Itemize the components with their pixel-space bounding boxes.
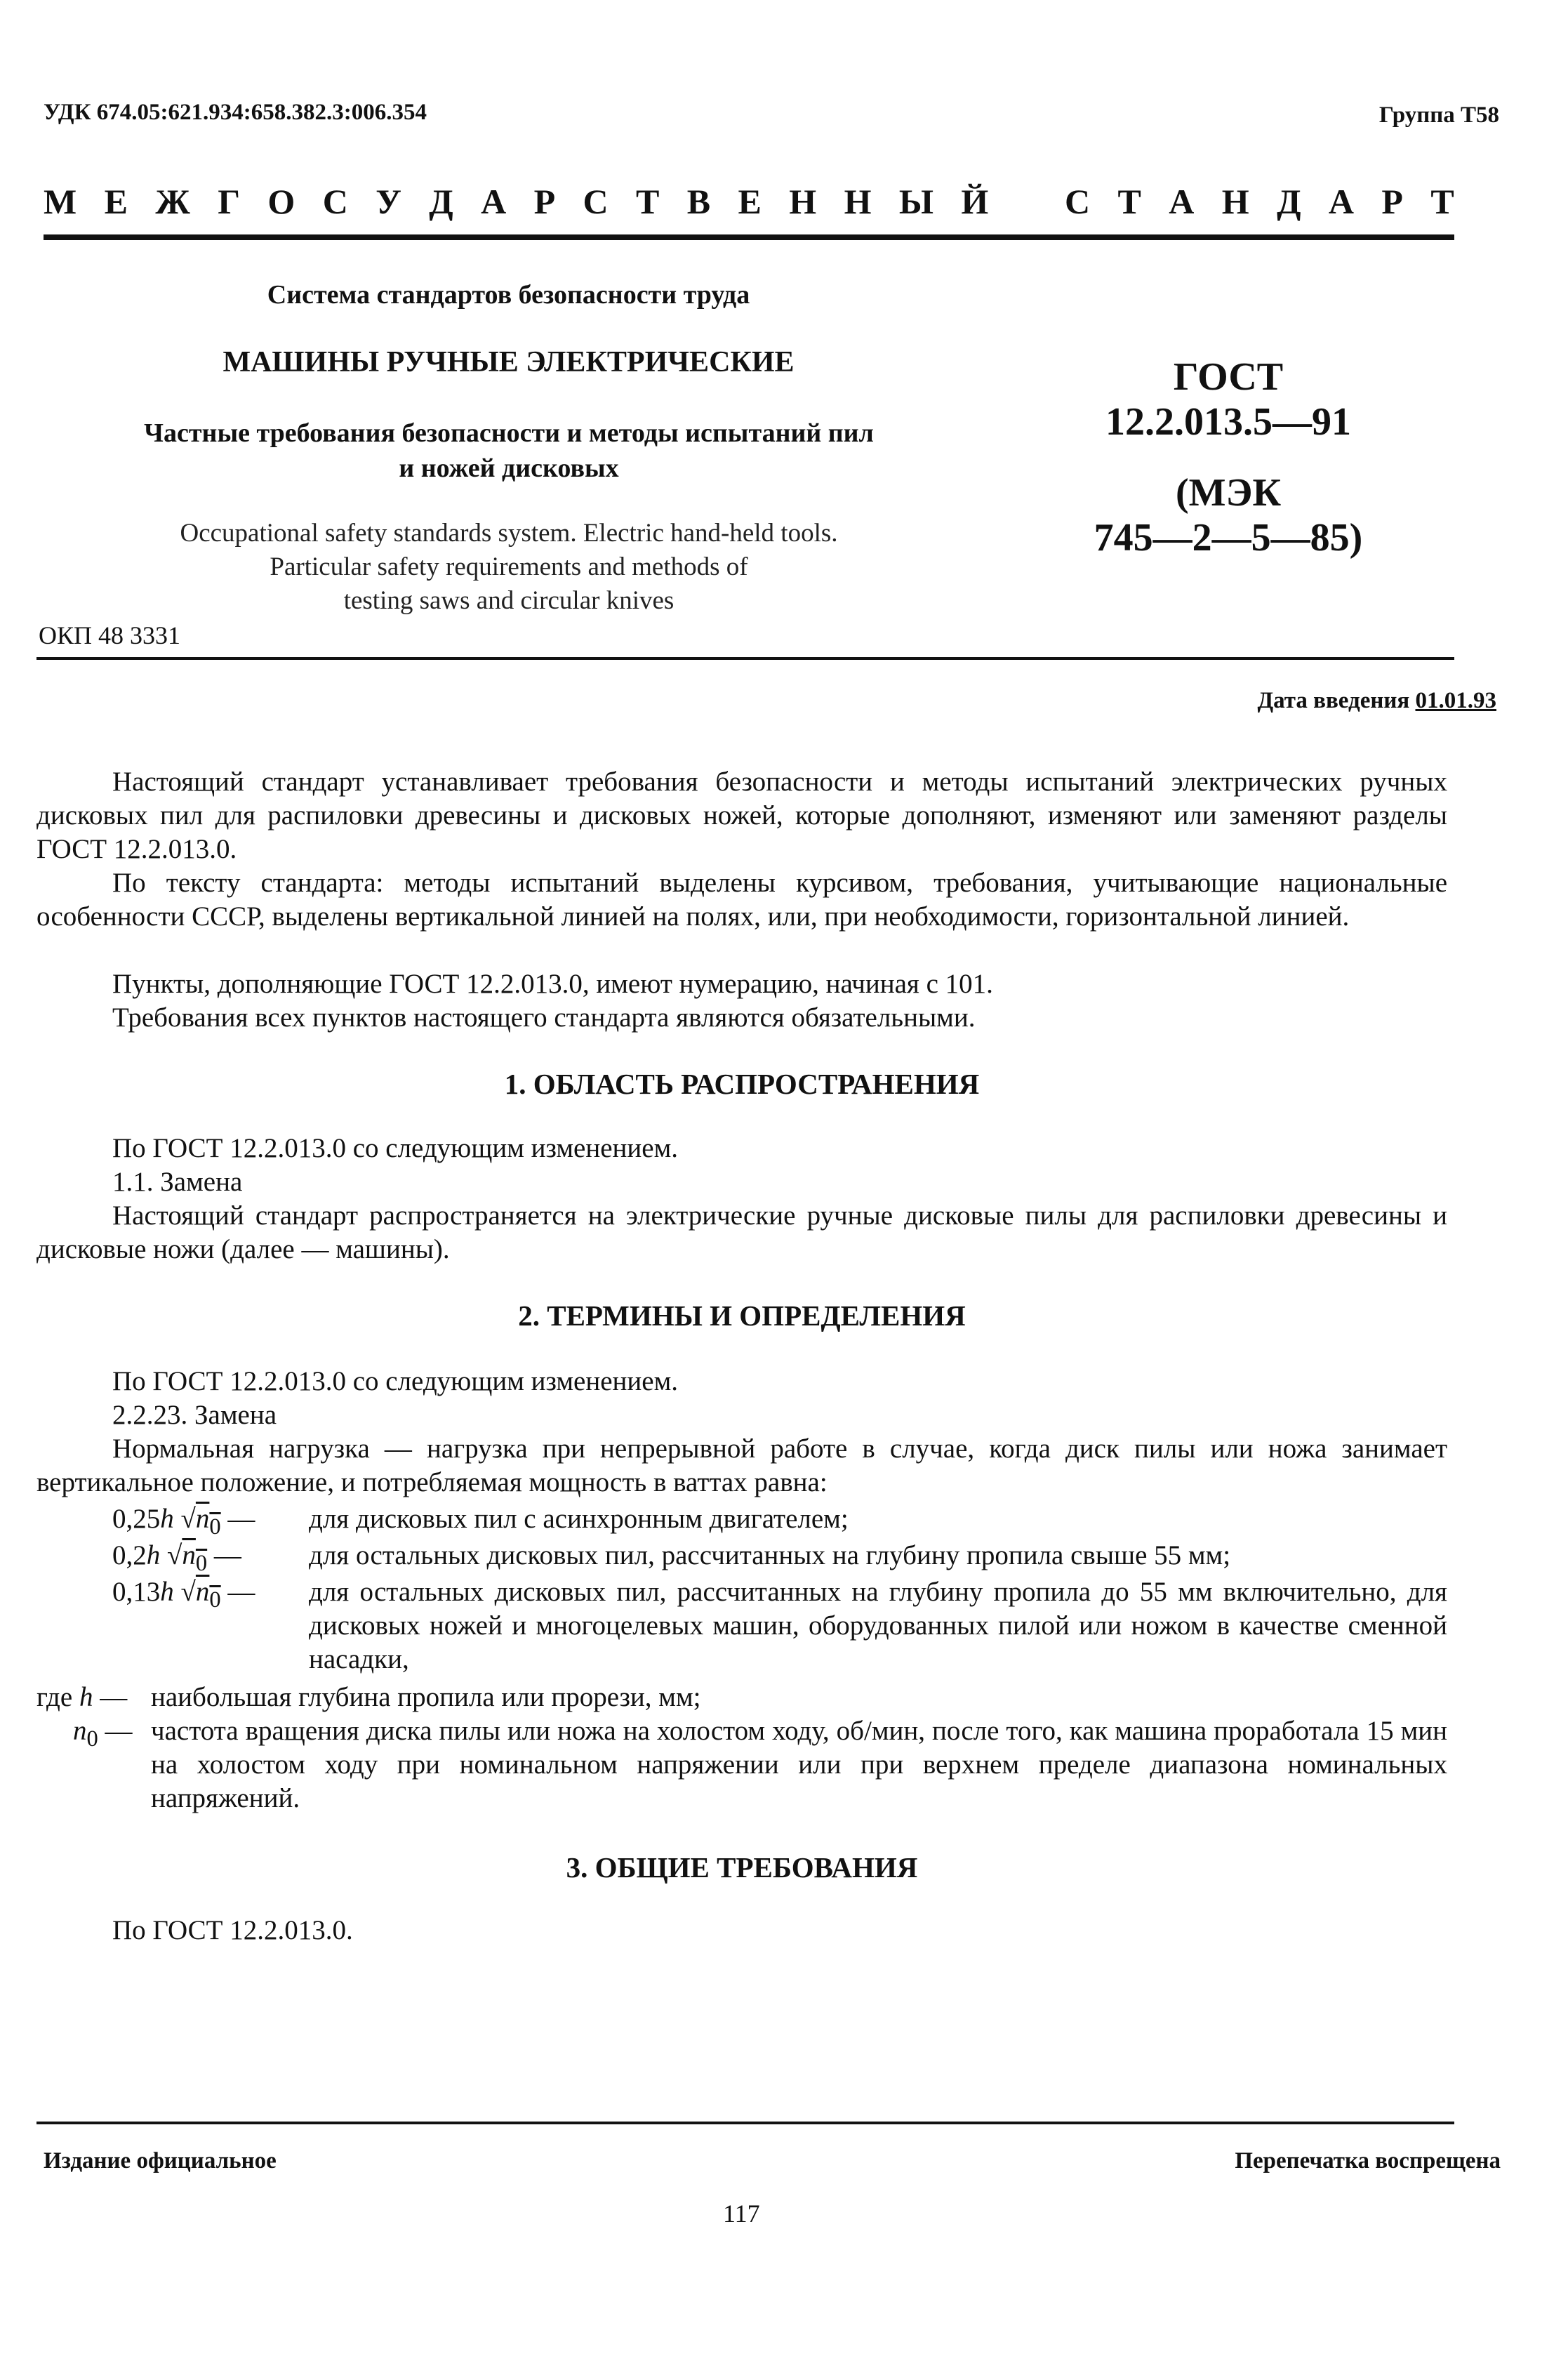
- iec-number: 745—2—5—85): [1094, 516, 1363, 560]
- formula-variable: h: [79, 1682, 93, 1712]
- formula-description: для остальных дисковых пил, рассчитанных на глубину пропила свыше 55 мм;: [309, 1540, 1231, 1570]
- iec-designation: [1060, 470, 1397, 560]
- section-paragraph: Настоящий стандарт распространяется на электрические ручные дисковые пилы для распиловки древесины и дисковые ножи (далее — машины).: [36, 1200, 1447, 1264]
- banner-letter: Г: [218, 182, 240, 221]
- interstate-standard-banner: [44, 181, 1454, 222]
- intro-paragraph: Настоящий стандарт устанавливает требования безопасности и методы испытаний электрических ручных дисковых пил для распиловки древесины и дисковых ножей, которые дополняют, изменяют или заменяют разделы ГОСТ 12.2.013.0.: [36, 767, 1447, 864]
- formula-variable: h: [160, 1577, 174, 1607]
- banner-letter: Ы: [898, 182, 934, 221]
- formula-dash: —: [227, 1577, 255, 1607]
- intro-paragraph: Пункты, дополняющие ГОСТ 12.2.013.0, имеют нумерацию, начиная с 101.: [112, 969, 993, 999]
- banner-letter: О: [267, 182, 295, 221]
- section-text: 1.1. Замена: [112, 1167, 243, 1197]
- formula-description: для дисковых пил с асинхронным двигателем;: [309, 1504, 849, 1534]
- where-n-definition: частота вращения диска пилы или ножа на холостом ходу, об/мин, после того, как машина проработала 15 мин на холостом ходу при номинальном напряжении или при верхнем пределе диапазона номинальных напряжений.: [151, 1716, 1447, 1813]
- section-text: По ГОСТ 12.2.013.0 со следующим изменением.: [112, 1366, 679, 1396]
- intro-paragraph: Требования всех пунктов настоящего стандарта являются обязательными.: [112, 1002, 976, 1033]
- sqrt-icon: √: [180, 1577, 196, 1607]
- where-h-definition: наибольшая глубина пропила или прорези, мм;: [151, 1682, 701, 1712]
- formula-variable: n: [195, 1577, 210, 1607]
- banner-letter: С: [583, 182, 609, 221]
- formula-subscript: 0: [195, 1550, 208, 1576]
- section-text: По ГОСТ 12.2.013.0 со следующим изменением.: [112, 1133, 679, 1163]
- document-main-title: МАШИНЫ РУЧНЫЕ ЭЛЕКТРИЧЕСКИЕ: [222, 346, 795, 378]
- formula: [112, 1575, 255, 1617]
- document-subtitle: [119, 416, 898, 486]
- formula-dash: —: [100, 1682, 128, 1712]
- banner-letter: М: [44, 182, 77, 221]
- subtitle-line: Частные требования безопасности и методы испытаний пил: [144, 418, 874, 448]
- banner-letter: Ж: [155, 182, 190, 221]
- banner-letter: Т: [1430, 182, 1454, 221]
- banner-letter: А: [1328, 182, 1354, 221]
- formula-coefficient: 0,25: [112, 1504, 161, 1534]
- formula-dash: —: [105, 1716, 133, 1746]
- footer-rule: [36, 2122, 1454, 2124]
- formula-variable: n: [195, 1504, 210, 1534]
- formula-dash: —: [227, 1504, 255, 1534]
- banner-letter: Е: [738, 182, 762, 221]
- banner-letter: Н: [789, 182, 817, 221]
- intro-paragraph: По тексту стандарта: методы испытаний выделены курсивом, требования, учитывающие национальные особенности СССР, выделены вертикальной линией на полях, или, при необходимости, горизонтальной линией.: [36, 868, 1447, 932]
- formula-subscript: 0: [209, 1587, 221, 1613]
- where-n-term: [73, 1714, 133, 1756]
- banner-letter: В: [686, 182, 711, 221]
- date-value: 01.01.93: [1415, 688, 1496, 713]
- formula-dash: —: [213, 1540, 241, 1570]
- banner-letter: Д: [429, 182, 453, 221]
- banner-letter: У: [376, 182, 401, 221]
- section-text: 2.2.23. Замена: [112, 1400, 277, 1430]
- formula-variable: n: [73, 1716, 87, 1746]
- official-edition-note: Издание официальное: [44, 2148, 277, 2173]
- formula-coefficient: 0,2: [112, 1540, 147, 1570]
- section-paragraph: Нормальная нагрузка — нагрузка при непрерывной работе в случае, когда диск пилы или ножа занимает вертикальное положение, и потребляемая мощность в ваттах равна:: [36, 1434, 1447, 1497]
- subtitle-line: и ножей дисковых: [399, 454, 619, 483]
- gost-number: 12.2.013.5—91: [1105, 400, 1351, 444]
- formula-subscript: 0: [209, 1514, 221, 1540]
- section-text: По ГОСТ 12.2.013.0.: [112, 1915, 353, 1945]
- banner-letter: С: [1065, 182, 1091, 221]
- sqrt-icon: √: [180, 1504, 196, 1534]
- where-label: где: [36, 1682, 73, 1712]
- okp-code: ОКП 48 3331: [39, 621, 181, 649]
- banner-letter: Р: [1381, 182, 1403, 221]
- banner-letter: А: [1169, 182, 1195, 221]
- formula: [112, 1539, 241, 1580]
- banner-letter: Р: [533, 182, 556, 221]
- introduction-date: [1257, 688, 1496, 714]
- english-title-line: Particular safety requirements and methods of: [270, 552, 748, 581]
- standards-system-title: Система стандартов безопасности труда: [267, 280, 750, 310]
- formula-variable: h: [160, 1504, 174, 1534]
- page-number: 117: [723, 2199, 760, 2228]
- banner-letter: А: [481, 182, 507, 221]
- section-heading: 1. ОБЛАСТЬ РАСПРОСТРАНЕНИЯ: [504, 1068, 980, 1100]
- banner-letter: Й: [961, 182, 989, 221]
- gost-designation: [1060, 355, 1397, 444]
- section-heading: 3. ОБЩИЕ ТРЕБОВАНИЯ: [566, 1851, 918, 1884]
- reprint-prohibited-note: Перепечатка воспрещена: [1235, 2148, 1501, 2173]
- english-title-line: Occupational safety standards system. Electric hand-held tools.: [180, 519, 838, 548]
- banner-letter: Н: [844, 182, 872, 221]
- formula-description: для остальных дисковых пил, рассчитанных на глубину пропила до 55 мм включительно, для дисковых ножей и многоцелевых машин, оборудованных пилой или ножом в качестве сменной насадки,: [309, 1577, 1447, 1674]
- banner-letter: Н: [1221, 182, 1249, 221]
- sqrt-icon: √: [167, 1540, 182, 1570]
- banner-rule: [44, 234, 1454, 240]
- gost-label: ГОСТ: [1173, 355, 1284, 399]
- udk-code: УДК 674.05:621.934:658.382.3:006.354: [44, 100, 427, 125]
- where-h-term: [36, 1681, 127, 1714]
- banner-letter: Е: [104, 182, 128, 221]
- banner-letter: Д: [1277, 182, 1301, 221]
- formula-variable: n: [182, 1540, 196, 1570]
- english-title-line: testing saws and circular knives: [343, 586, 675, 615]
- banner-gap: [1016, 181, 1037, 222]
- formula-coefficient: 0,13: [112, 1577, 161, 1607]
- banner-letter: Т: [1117, 182, 1141, 221]
- formula: [112, 1502, 255, 1544]
- group-code: Группа Т58: [1378, 102, 1499, 128]
- banner-letter: С: [322, 182, 348, 221]
- date-label: Дата введения: [1257, 688, 1410, 713]
- english-title: [77, 517, 941, 618]
- formula-variable: h: [146, 1540, 161, 1570]
- iec-label: (МЭК: [1175, 471, 1282, 515]
- title-block-rule: [36, 657, 1454, 660]
- section-heading: 2. ТЕРМИНЫ И ОПРЕДЕЛЕНИЯ: [518, 1299, 966, 1332]
- banner-letter: Т: [636, 182, 660, 221]
- formula-subscript: 0: [86, 1726, 98, 1752]
